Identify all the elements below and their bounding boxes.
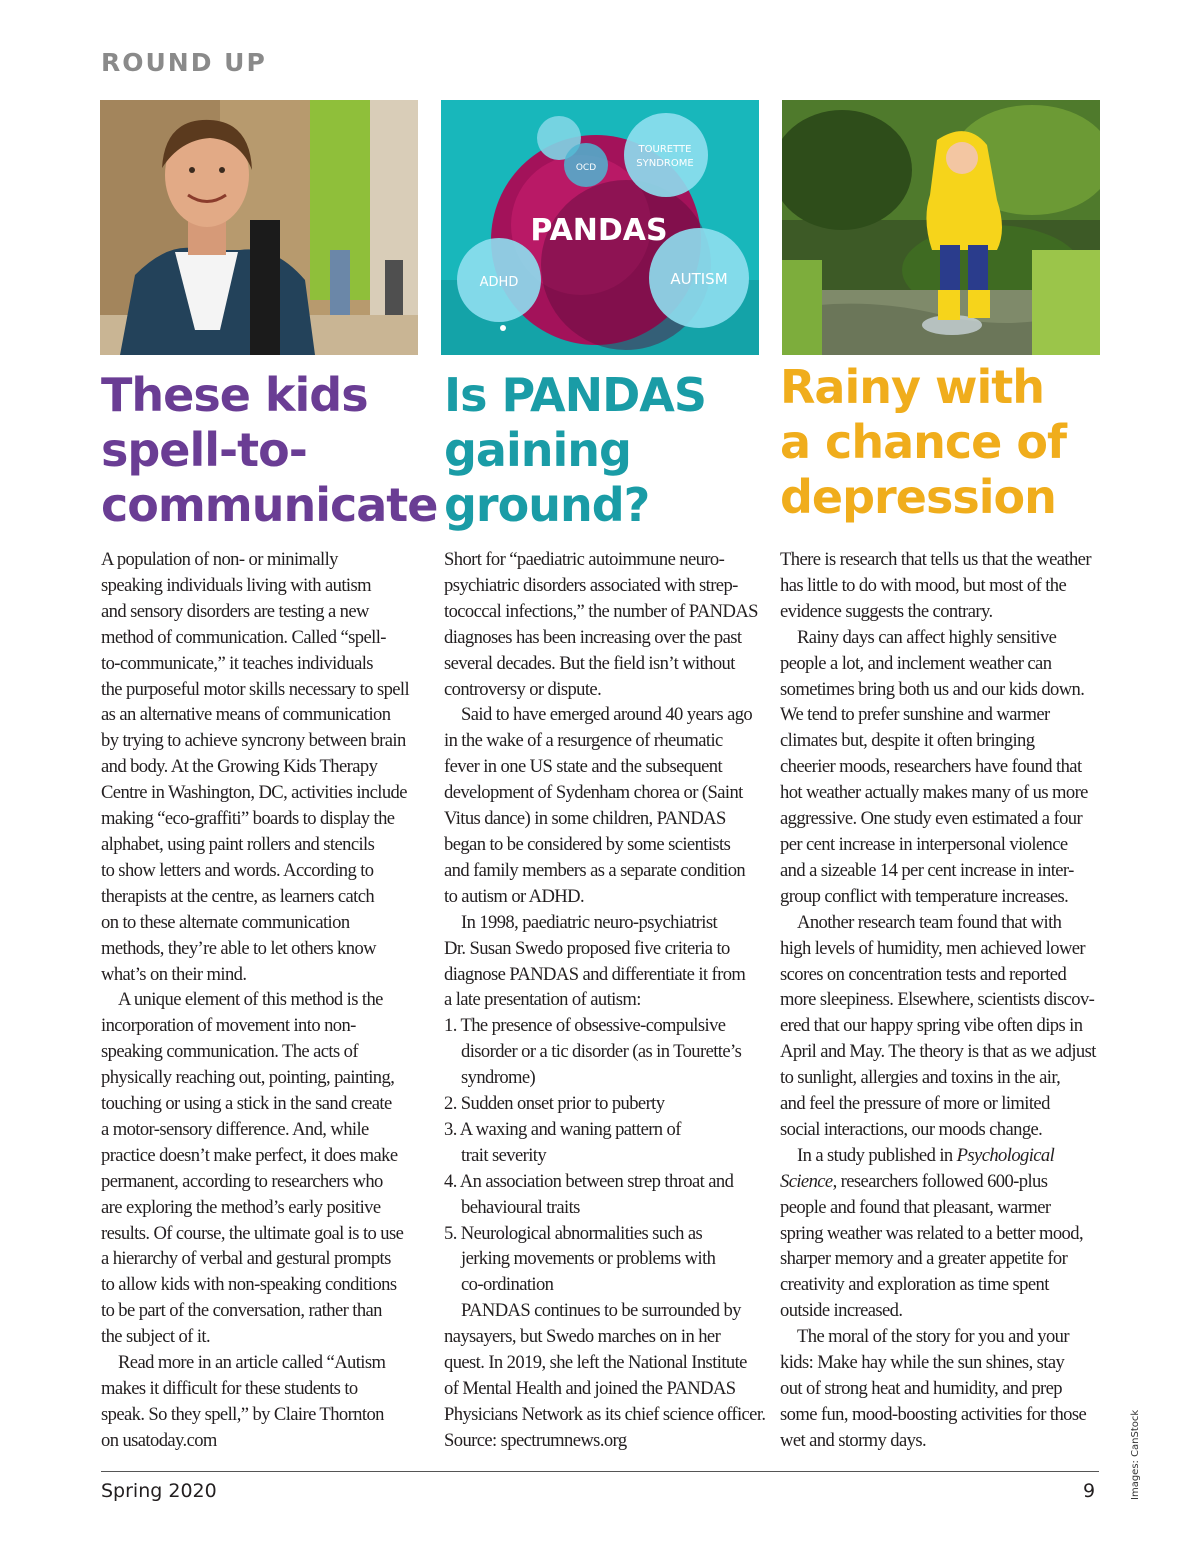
text-line: A population of non- or minimally [101,549,338,570]
text-line: of Mental Health and joined the PANDAS [444,1378,736,1399]
text-line: makes it difficult for these students to [101,1378,358,1399]
bubble-adhd: ADHD [479,275,519,290]
text-line: and family members as a separate condition [444,859,746,881]
bubble-ocd: OCD [575,163,597,173]
list-item: 3. A waxing and waning pattern of [444,1118,681,1140]
text-line: therapists at the centre, as learners catch [101,885,375,907]
list-item: 4. An association between strep throat and [444,1170,734,1192]
text-line: are exploring the method’s early positive [101,1196,381,1218]
list-item-continued: syndrome) [461,1067,536,1089]
text-line: to sunlight, allergies and toxins in the air, [780,1067,1061,1089]
text-segment: , researchers followed 600-plus [832,1170,1048,1192]
headline-line: communicate [101,478,438,532]
text-line: fever in one US state and the subsequent [444,756,723,778]
text-line: permanent, according to researchers who [101,1170,383,1192]
text-line: the purposeful motor skills necessary to spell [101,678,410,700]
pandas-bubble-graphic [441,100,759,355]
text-line: PANDAS continues to be surrounded by [461,1300,741,1322]
text-line: A unique element of this method is the [118,989,383,1011]
text-line: and feel the pressure of more or limited [780,1093,1050,1115]
text-line: to-communicate,” it teaches individuals [101,652,373,674]
headline-line: These kids [101,368,368,422]
issue-label: Spring 2020 [101,1480,217,1502]
text-line: incorporation of movement into non- [101,1015,356,1037]
text-line: Read more in an article called “Autism [118,1352,386,1374]
text-line: tococcal infections,” the number of PANDAS [444,600,758,622]
article-spell-to-communicate [101,360,438,1454]
text-line: a motor-sensory difference. And, while [101,1118,369,1140]
headline [101,368,438,533]
text-line: a hierarchy of verbal and gestural prompts [101,1248,391,1270]
list-item-continued: disorder or a tic disorder (as in Tourette’s [461,1041,742,1063]
headline-line: ground? [444,478,650,532]
text-line: controversy or dispute. [444,678,602,700]
text-line: ered that our happy spring vibe often dips in [780,1015,1083,1037]
list-item-continued: trait severity [461,1144,547,1166]
text-line: more sleepiness. Elsewhere, scientists discov- [780,989,1095,1011]
text-line: speaking individuals living with autism [101,574,371,596]
text-line: method of communication. Called “spell- [101,626,386,648]
text-line: kids: Make hay while the sun shines, stay [780,1352,1065,1374]
text-line: psychiatric disorders associated with strep- [444,574,738,596]
text-line: quest. In 2019, she left the National Institute [444,1352,747,1374]
text-line: the subject of it. [101,1326,210,1348]
headline-line: Is PANDAS [444,368,707,422]
text-line: out of strong heat and humidity, and prep [780,1378,1062,1399]
child-in-raincoat-photo [782,100,1100,355]
text-line: Rainy days can affect highly sensitive [797,626,1057,648]
text-line [780,1143,1102,1169]
text-line: high levels of humidity, men achieved lower [780,937,1086,959]
article-body [780,547,1102,1454]
text-line: social interactions, our moods change. [780,1118,1043,1140]
text-line: began to be considered by some scientists [444,833,731,855]
text-line: sharper memory and a greater appetite for [780,1248,1068,1270]
text-line: what’s on their mind. [101,963,247,985]
text-line: aggressive. One study even estimated a four [780,808,1083,830]
text-line: scores on concentration tests and reported [780,963,1067,985]
text-line: alphabet, using paint rollers and stencils [101,833,375,855]
text-line: people a lot, and inclement weather can [780,652,1052,674]
page-number: 9 [1083,1480,1096,1502]
journal-title: Science [780,1170,833,1192]
article-body [444,547,766,1454]
text-line: Dr. Susan Swedo proposed five criteria to [444,937,730,959]
text-line: on usatoday.com [101,1429,217,1451]
text-line: and sensory disorders are testing a new [101,600,369,622]
list-item: 2. Sudden onset prior to puberty [444,1093,665,1115]
text-line: naysayers, but Swedo marches on in her [444,1326,721,1348]
article-rainy-depression [780,360,1102,1454]
headline-line: a chance of [780,415,1066,469]
headline [444,368,766,533]
source-line: Source: spectrumnews.org [444,1429,627,1451]
bubble-tourette: TOURETTE [638,144,692,155]
text-line: has little to do with mood, but most of the [780,574,1067,596]
text-line: in the wake of a resurgence of rheumatic [444,730,723,752]
text-line: making “eco-graffiti” boards to display the [101,808,395,830]
text-line: several decades. But the field isn’t without [444,652,735,674]
bubble-syndrome: SYNDROME [636,158,694,169]
journal-title: Psychological [956,1144,1055,1166]
text-line: evidence suggests the contrary. [780,600,993,622]
text-line: Another research team found that with [797,911,1062,933]
article-pandas [444,360,766,1454]
text-line: and a sizeable 14 per cent increase in inter- [780,859,1074,881]
text-line: We tend to prefer sunshine and warmer [780,704,1050,726]
text-line: speak. So they spell,” by Claire Thornton [101,1403,384,1425]
text-line: wet and stormy days. [780,1429,927,1451]
text-line: development of Sydenham chorea or (Saint [444,782,743,804]
text-line: Vitus dance) in some children, PANDAS [444,808,726,830]
text-line: Said to have emerged around 40 years ago [461,704,753,726]
list-item-continued: jerking movements or problems with [461,1248,716,1270]
text-line: diagnose PANDAS and differentiate it from [444,963,746,985]
headline-line: depression [780,470,1056,524]
text-line: by trying to achieve syncrony between brain [101,730,406,752]
bubble-autism: AUTISM [670,270,728,288]
text-line: practice doesn’t make perfect, it does make [101,1144,398,1166]
text-line: to show letters and words. According to [101,859,374,881]
footer-divider [101,1471,1099,1472]
text-line: to allow kids with non-speaking conditions [101,1274,397,1296]
text-line: diagnoses has been increasing over the past [444,626,742,648]
text-segment: In a study published in [797,1144,957,1166]
text-line: April and May. The theory is that as we adjust [780,1041,1096,1063]
text-line: as an alternative means of communication [101,704,391,726]
text-line: methods, they’re able to let others know [101,937,376,959]
text-line: speaking communication. The acts of [101,1041,358,1063]
text-line: climates but, despite it often bringing [780,730,1035,752]
text-line: on to these alternate communication [101,911,350,933]
text-line: creativity and exploration as time spent [780,1274,1049,1296]
text-line: people and found that pleasant, warmer [780,1196,1051,1218]
text-line: Centre in Washington, DC, activities include [101,782,407,804]
text-line: group conflict with temperature increases. [780,885,1069,907]
text-line: to autism or ADHD. [444,885,585,907]
headline [780,360,1102,525]
text-line: per cent increase in interpersonal violence [780,833,1068,855]
text-line: In 1998, paediatric neuro-psychiatrist [461,911,718,933]
list-item-continued: behavioural traits [461,1196,580,1218]
text-line: touching or using a stick in the sand create [101,1093,392,1115]
teen-student-photo [100,100,418,355]
article-body [101,547,423,1454]
text-line: Physicians Network as its chief science officer. [444,1403,766,1425]
text-line: outside increased. [780,1300,903,1322]
pandas-center-label: PANDAS [530,213,668,248]
text-line: The moral of the story for you and your [797,1326,1069,1348]
list-item-continued: co-ordination [461,1274,554,1296]
text-line: hot weather actually makes many of us more [780,782,1088,804]
headline-line: gaining [444,423,631,477]
headline-line: Rainy with [780,360,1044,414]
text-line: results. Of course, the ultimate goal is to use [101,1222,404,1244]
text-line: and body. At the Growing Kids Therapy [101,756,378,778]
headline-line: spell-to- [101,423,307,477]
text-line [780,1169,1102,1195]
list-item: 5. Neurological abnormalities such as [444,1222,703,1244]
text-line: some fun, mood-boosting activities for those [780,1403,1087,1425]
image-credit: Images: CanStock [1130,1409,1141,1500]
text-line: Short for “paediatric autoimmune neuro- [444,549,725,570]
text-line: physically reaching out, pointing, painting, [101,1067,395,1089]
text-line: to be part of the conversation, rather than [101,1300,382,1322]
text-line: cheerier moods, researchers have found that [780,756,1082,778]
text-line: There is research that tells us that the weather [780,549,1091,570]
text-line: spring weather was related to a better mood, [780,1222,1084,1244]
text-line: a late presentation of autism: [444,989,641,1011]
text-line: sometimes bring both us and our kids down. [780,678,1085,700]
section-label: ROUND UP [101,48,267,77]
list-item: 1. The presence of obsessive-compulsive [444,1015,726,1037]
